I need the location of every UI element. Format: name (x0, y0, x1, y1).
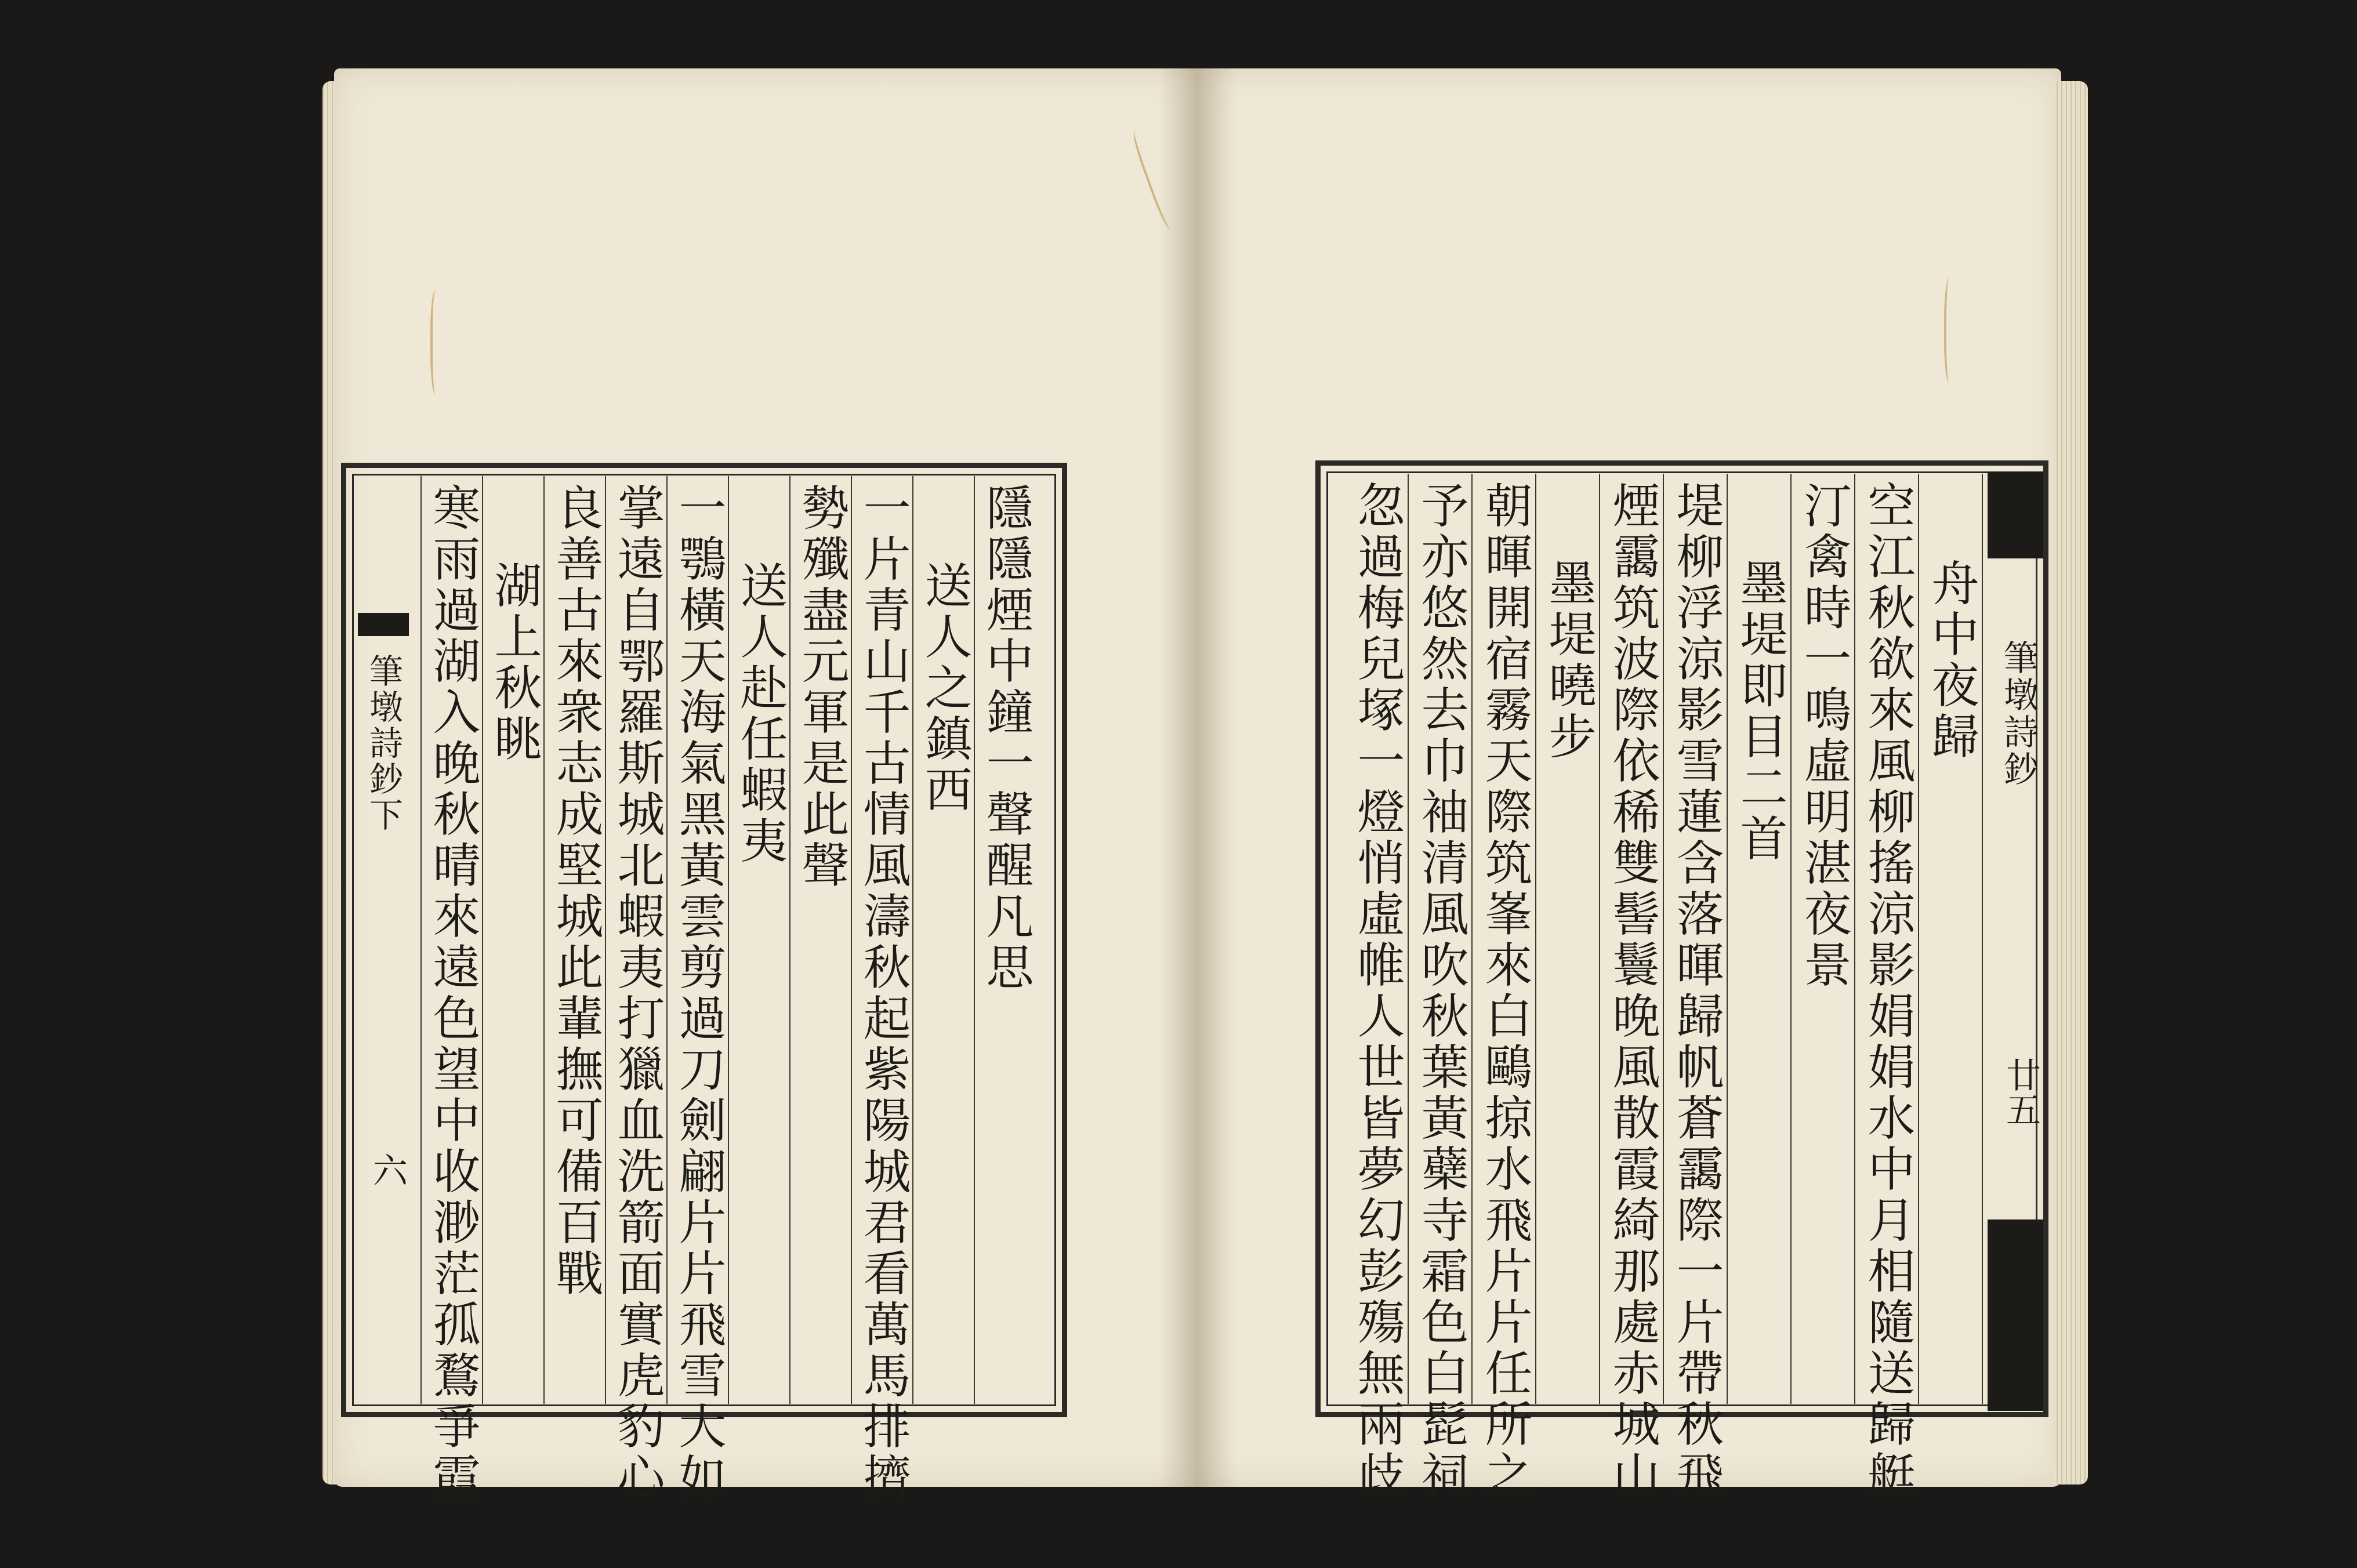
folio-number: 廿五 (2000, 1057, 2041, 1127)
text-column: 寒雨過湖入晚秋晴來遠色望中收渺茫孤鶩爭霞 (425, 483, 480, 1504)
column-rule (1790, 474, 1792, 1404)
text-column: 一片青山千古情風濤秋起紫陽城君看萬馬排擠 (855, 483, 911, 1504)
text-column: 良善古來衆志成堅城此輩撫可備百戰 (548, 483, 603, 1300)
right-text-frame (1315, 460, 2048, 1501)
column-rule (1727, 474, 1728, 1404)
text-column: 一鶚橫天海氣黑黃雲剪過刀劍翩片片飛雪大如 (671, 483, 726, 1504)
folio-number: 六 (367, 1152, 408, 1187)
column-rule (1599, 474, 1600, 1404)
column-rule (420, 476, 422, 1404)
column-rule (605, 476, 606, 1404)
text-column: 空江秋欲來風柳搖涼影娟娟水中月相隨送歸艇 (1860, 481, 1915, 1501)
book-gutter (1158, 68, 1236, 1487)
fishtail-mark-top (1988, 471, 2043, 558)
column-rule (666, 476, 668, 1404)
column-rule (482, 476, 483, 1404)
text-column: 汀禽時一鳴虛明湛夜景 (1796, 481, 1851, 991)
text-column: 隱隱煙中鐘一聲醒凡思 (978, 483, 1034, 993)
text-column: 忽過梅兒塚一燈悄虛帷人世皆夢幻彭殤無兩歧 (1350, 481, 1405, 1501)
text-column: 勢殲盡元軍是此聲 (794, 483, 849, 891)
text-column: 予亦悠然去巾袖清風吹秋葉黃蘗寺霜色白髭祠 (1413, 481, 1468, 1501)
column-rule (912, 476, 913, 1404)
column-rule (1663, 474, 1664, 1404)
text-column: 舟中夜歸 (1924, 558, 1979, 763)
column-rule (1982, 474, 1983, 1404)
text-column: 墨堤即目二首 (1732, 558, 1787, 865)
text-column: 送人赴任蝦夷 (733, 561, 788, 867)
binding-thread (1944, 278, 1957, 383)
text-column: 堤柳浮涼影雪蓮含落暉歸帆蒼靄際一片帶秋飛 (1669, 481, 1724, 1501)
column-rule (789, 476, 790, 1404)
column-rule (1918, 474, 1919, 1404)
column-rule (1854, 474, 1855, 1404)
spine-title: 筆墩詩鈔下 (364, 654, 403, 833)
text-column: 煙靄筑波際依稀雙髻鬟晚風散霞綺那處赤城山 (1605, 481, 1660, 1501)
text-column: 掌遠自鄂羅斯城北蝦夷打獵血洗箭面實虎豹心 (610, 483, 665, 1504)
column-rule (1408, 474, 1409, 1404)
column-rule (728, 476, 729, 1404)
spine-title: 筆墩詩鈔 (1998, 640, 2039, 788)
text-column: 送人之鎮西 (917, 561, 972, 816)
fishtail-mark (358, 613, 409, 636)
column-rule (543, 476, 545, 1404)
text-column: 湖上秋眺 (487, 561, 542, 765)
text-column: 朝暉開宿霧天際筑峯來白鷗掠水飛片片任所之 (1477, 481, 1532, 1501)
text-column: 墨堤曉步 (1541, 558, 1596, 763)
left-text-frame (341, 463, 1067, 1504)
fishtail-mark-bottom (1988, 1219, 2043, 1411)
column-rule (1471, 474, 1473, 1404)
binding-thread (430, 290, 443, 394)
column-rule (1535, 474, 1536, 1404)
column-rule (974, 476, 975, 1404)
right-page-edges (2053, 81, 2088, 1484)
column-rule (851, 476, 852, 1404)
